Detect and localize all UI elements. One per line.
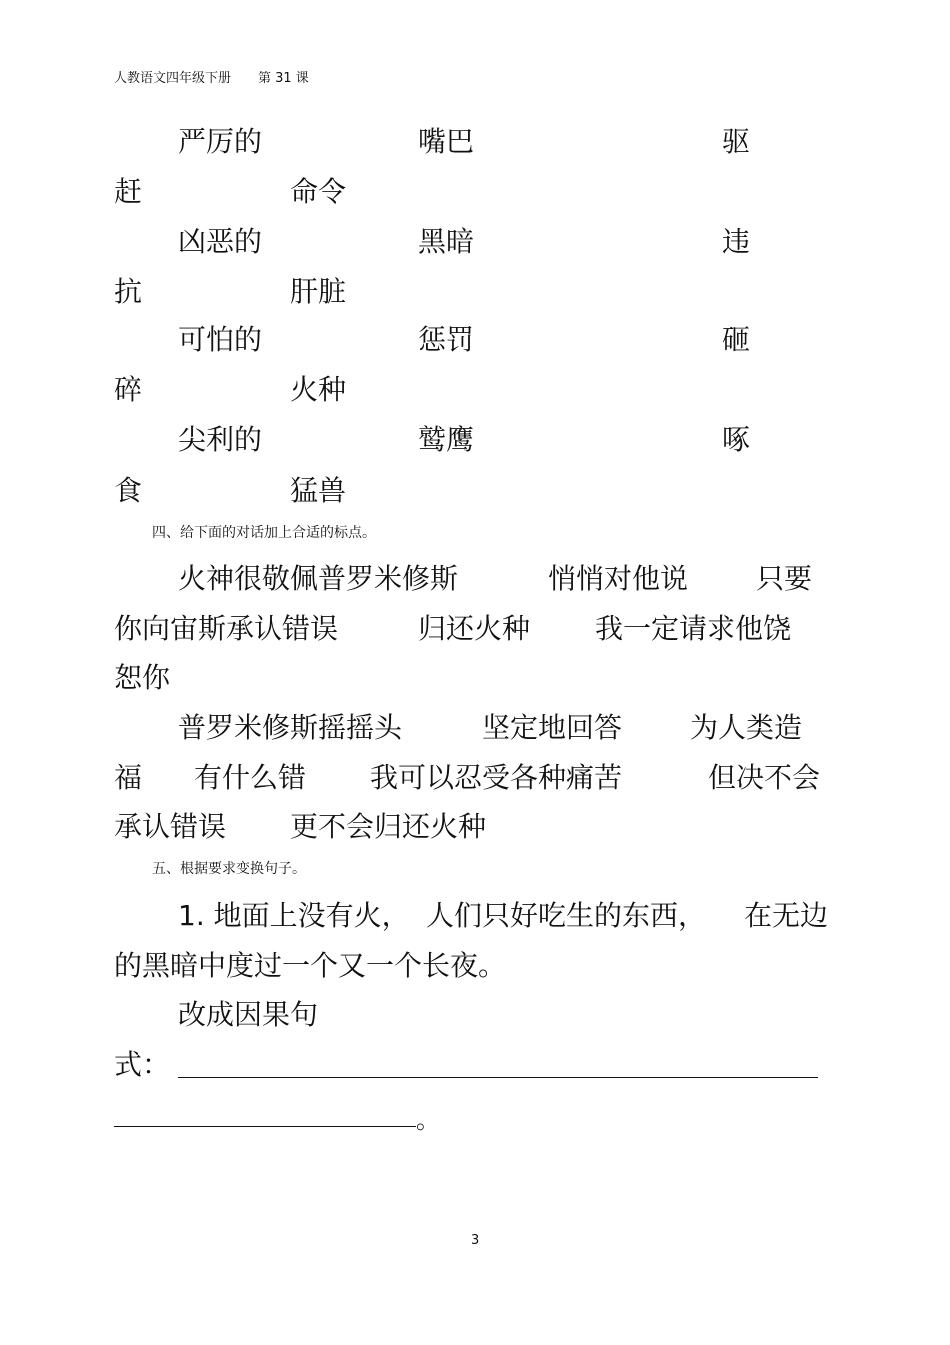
section-5-title: 五、根据要求变换句子。 (152, 861, 306, 877)
dialogue-phrase: 坚定地回答 (482, 711, 623, 744)
sentence-phrase: 1. 地面上没有火， (178, 899, 410, 932)
matching-object: 肝脏 (290, 275, 347, 308)
matching-noun: 黑暗 (418, 225, 475, 258)
matching-adj: 凶恶的 (178, 225, 263, 258)
dialogue-phrase: 归还火种 (418, 612, 531, 645)
matching-verb-end: 食 (114, 474, 143, 507)
matching-noun: 嘴巴 (418, 125, 475, 158)
answer-blank-line[interactable] (114, 1126, 416, 1127)
dialogue-phrase: 你向宙斯承认错误 (114, 612, 339, 645)
matching-verb-start: 砸 (722, 323, 751, 356)
header-book-title: 人教语文四年级下册 (114, 71, 232, 86)
matching-noun: 鹫鹰 (418, 423, 475, 456)
dialogue-phrase: 恕你 (114, 661, 171, 694)
instruction-text: 改成因果句 (178, 998, 319, 1031)
dialogue-phrase: 承认错误 (114, 810, 227, 843)
matching-adj: 尖利的 (178, 423, 263, 456)
sentence-phrase: 在无边 (744, 899, 829, 932)
dialogue-phrase: 普罗米修斯摇摇头 (178, 711, 403, 744)
dialogue-phrase: 我可以忍受各种痛苦 (370, 761, 623, 794)
dialogue-phrase: 为人类造 (690, 711, 803, 744)
sentence-phrase: 的黑暗中度过一个又一个长夜。 (114, 949, 507, 982)
answer-end-punctuation: 。 (416, 1106, 440, 1134)
matching-adj: 可怕的 (178, 323, 263, 356)
matching-noun: 惩罚 (418, 323, 475, 356)
matching-verb-start: 违 (722, 225, 751, 258)
dialogue-phrase: 福 (114, 761, 143, 794)
sentence-phrase: 人们只好吃生的东西， (426, 899, 707, 932)
dialogue-phrase: 悄悄对他说 (548, 562, 689, 595)
matching-object: 火种 (290, 373, 347, 406)
matching-adj: 严厉的 (178, 125, 263, 158)
matching-object: 命令 (290, 175, 347, 208)
dialogue-phrase: 只要 (756, 562, 813, 595)
header-lesson: 第 31 课 (258, 71, 309, 86)
page-number: 3 (471, 1233, 480, 1248)
matching-verb-end: 碎 (114, 373, 143, 406)
dialogue-phrase: 有什么错 (194, 761, 307, 794)
answer-prefix: 式： (114, 1048, 171, 1081)
matching-verb-start: 啄 (722, 423, 751, 456)
matching-verb-end: 抗 (114, 275, 143, 308)
matching-verb-start: 驱 (722, 125, 751, 158)
dialogue-phrase: 但决不会 (708, 761, 821, 794)
answer-blank-line[interactable] (178, 1077, 818, 1078)
matching-verb-end: 赶 (114, 175, 143, 208)
dialogue-phrase: 火神很敬佩普罗米修斯 (178, 562, 459, 595)
dialogue-phrase: 我一定请求他饶 (595, 612, 792, 645)
matching-object: 猛兽 (290, 474, 347, 507)
section-4-title: 四、给下面的对话加上合适的标点。 (152, 525, 376, 541)
dialogue-phrase: 更不会归还火种 (290, 810, 487, 843)
